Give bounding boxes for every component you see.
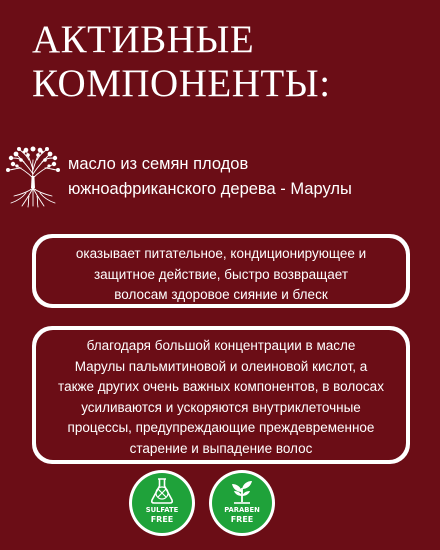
page-title <box>32 18 432 106</box>
badge-line-1: SULFATE <box>145 506 179 514</box>
card2-line: Марулы пальмитиновой и олеиновой кислот, а <box>74 358 368 374</box>
title-line-1: АКТИВНЫЕ <box>32 18 255 61</box>
card2-line: старение и выпадение волос <box>129 440 313 456</box>
badge-line-2: FREE <box>150 515 174 524</box>
ingredient-line-1: масло из семян плодов <box>68 155 249 173</box>
sulfate-free-badge <box>129 470 195 536</box>
card2-line: также других очень важных компонентов, в волосах <box>58 379 384 394</box>
ingredient-line-2: южноафриканского дерева - Марулы <box>68 180 352 198</box>
card-inner <box>36 238 406 304</box>
benefit-card-1-text <box>36 244 406 306</box>
title-line-2: КОМПОНЕНТЫ: <box>32 62 331 105</box>
ingredient-text <box>68 152 436 202</box>
card1-line: защитное действие, быстро возвращает <box>93 266 349 282</box>
card-inner <box>36 330 406 460</box>
card2-line: усиливаются и ускоряются внутриклеточные <box>81 399 361 415</box>
badge-line-1: PARABEN <box>224 506 260 514</box>
badge-line-2: FREE <box>230 515 254 524</box>
card2-line: благодаря большой концентрации в масле <box>86 338 356 353</box>
benefit-card-2 <box>32 326 410 464</box>
paraben-free-label <box>209 506 275 524</box>
benefit-card-2-text <box>36 336 406 459</box>
paraben-free-badge <box>209 470 275 536</box>
card1-line: волосам здоровое сияние и блеск <box>114 287 328 302</box>
tree-icon <box>4 146 62 208</box>
benefit-card-1 <box>32 234 410 308</box>
card1-line: оказывает питательное, кондиционирующее и <box>75 246 367 261</box>
card2-line: процессы, предупреждающие преждевременное <box>67 420 375 435</box>
sulfate-free-label <box>129 506 195 524</box>
